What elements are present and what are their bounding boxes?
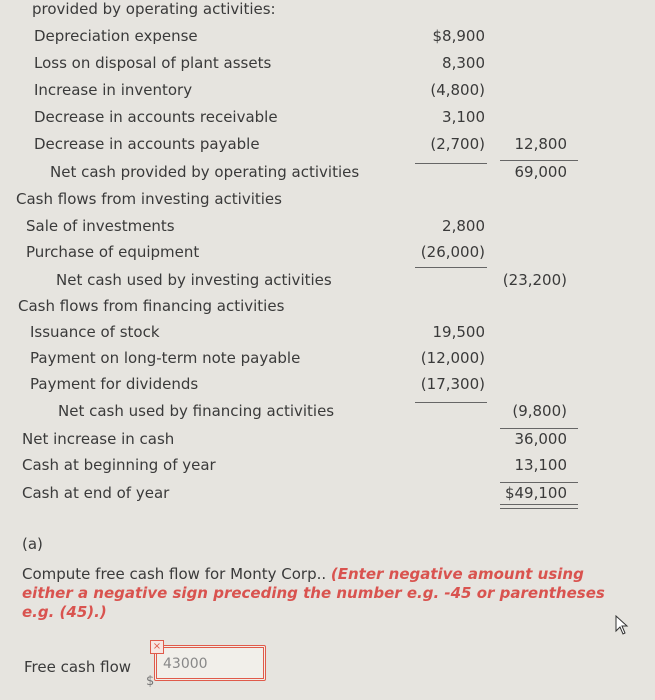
row-label: Increase in inventory (34, 81, 193, 99)
statement-row (0, 402, 655, 424)
underline (415, 402, 487, 403)
currency-symbol: $ (146, 674, 155, 689)
amount-col2: $49,100 (504, 484, 567, 502)
amount-col1: (12,000) (420, 349, 485, 367)
statement-row (0, 243, 655, 265)
row-label: Net cash used by investing activities (56, 271, 332, 289)
statement-row (0, 108, 655, 130)
statement-row (0, 375, 655, 397)
row-label: Decrease in accounts payable (34, 135, 260, 153)
error-x-icon: × (150, 640, 164, 654)
row-label: Cash flows from financing activities (18, 297, 285, 315)
question-text (22, 565, 612, 622)
underline (415, 267, 487, 268)
question-instruction: (Enter negative amount using either a negative sign preceding the number e.g. -45 or parentheses e.g. (45).) (22, 565, 605, 621)
amount-col1: (17,300) (420, 375, 485, 393)
double-underline (500, 504, 578, 509)
amount-col1: $8,900 (432, 27, 485, 45)
statement-row (0, 456, 655, 478)
row-label: Cash flows from investing activities (16, 190, 282, 208)
amount-col2: 69,000 (514, 163, 567, 181)
row-label: Net cash used by financing activities (58, 402, 335, 420)
row-label: provided by operating activities: (32, 0, 276, 18)
mouse-cursor-icon (615, 615, 629, 635)
underline (415, 163, 487, 164)
row-label: Sale of investments (26, 217, 175, 235)
statement-row (0, 297, 655, 319)
statement-row (0, 0, 655, 22)
statement-row (0, 81, 655, 103)
statement-row (0, 135, 655, 157)
statement-row (0, 271, 655, 293)
row-label: Net cash provided by operating activities (50, 163, 360, 181)
amount-col1: 3,100 (442, 108, 485, 126)
amount-col2: 12,800 (514, 135, 567, 153)
row-label: Cash at end of year (22, 484, 170, 502)
statement-row (0, 190, 655, 212)
amount-col1: (4,800) (430, 81, 485, 99)
row-label: Payment on long-term note payable (30, 349, 301, 367)
amount-col2: (23,200) (502, 271, 567, 289)
amount-col2: 36,000 (514, 430, 567, 448)
statement-row (0, 54, 655, 76)
amount-col1: (26,000) (420, 243, 485, 261)
row-label: Cash at beginning of year (22, 456, 216, 474)
row-label: Decrease in accounts receivable (34, 108, 278, 126)
statement-row (0, 217, 655, 239)
part-label: (a) (22, 535, 43, 553)
row-label: Issuance of stock (30, 323, 160, 341)
amount-col1: 2,800 (442, 217, 485, 235)
amount-col2: 13,100 (514, 456, 567, 474)
amount-col2: (9,800) (512, 402, 567, 420)
underline (500, 482, 578, 483)
statement-row (0, 349, 655, 371)
question-prompt: Compute free cash flow for Monty Corp.. (22, 565, 331, 583)
amount-col1: (2,700) (430, 135, 485, 153)
statement-row (0, 323, 655, 345)
statement-row (0, 430, 655, 452)
amount-col1: 8,300 (442, 54, 485, 72)
statement-row (0, 163, 655, 185)
underline (500, 160, 578, 161)
statement-row (0, 27, 655, 49)
row-label: Purchase of equipment (26, 243, 200, 261)
underline (500, 428, 578, 429)
row-label: Loss on disposal of plant assets (34, 54, 272, 72)
row-label: Depreciation expense (34, 27, 198, 45)
row-label: Payment for dividends (30, 375, 199, 393)
free-cash-flow-label: Free cash flow (24, 658, 132, 676)
amount-col1: 19,500 (432, 323, 485, 341)
statement-row (0, 484, 655, 506)
row-label: Net increase in cash (22, 430, 175, 448)
free-cash-flow-input[interactable]: 43000 (154, 645, 266, 681)
